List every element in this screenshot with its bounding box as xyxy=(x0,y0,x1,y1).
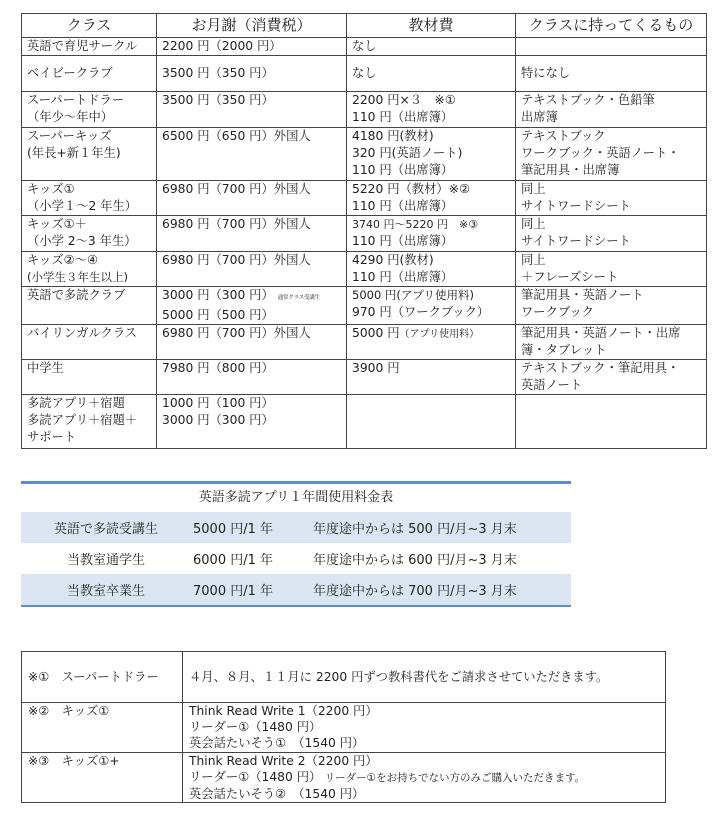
material-cell: なし xyxy=(347,56,516,92)
app-note-cell: 年度途中からは 600 円/月~3 月末 xyxy=(313,553,517,568)
class-cell: 中学生 xyxy=(22,360,157,395)
note-text: ４月、８月、１１月に 2200 円ずつ教科書代をご請求させていただきます。 xyxy=(183,652,666,703)
note-label: ※② キッズ① xyxy=(22,703,183,753)
material-cell xyxy=(347,395,516,449)
material-footnote: （アプリ使用料） xyxy=(399,329,480,340)
table-row xyxy=(22,181,707,216)
fee-cell: 3500 円（350 円） xyxy=(157,92,347,128)
fee-cell: 6980 円（700 円）外国人 xyxy=(157,181,347,216)
material-cell: 2200 円×３ ※① 110 円（出席簿） xyxy=(347,92,516,128)
app-who-cell: 当教室通学生 xyxy=(66,553,145,568)
table-row xyxy=(21,512,571,543)
material-cell: 3740 円～5220 円 ※③ 110 円（出席簿） xyxy=(347,216,516,252)
note-row xyxy=(22,703,666,753)
header-items-to-bring: クラスに持ってくるもの xyxy=(516,14,707,38)
app-who-cell: 当教室卒業生 xyxy=(21,574,191,605)
header-material-fee: 教材費 xyxy=(347,14,516,38)
table-row xyxy=(22,325,707,360)
fee-cell: 3000 円（300 円） 通常クラス受講生 5000 円（500 円） xyxy=(157,287,347,325)
fee-cell: 7980 円（800 円） xyxy=(157,360,347,395)
note-text: Think Read Write 1（2200 円） リーダー①（1480 円） 英会話たいそう① （1540 円） xyxy=(183,703,666,753)
app-price-cell: 6000 円/1 年 xyxy=(193,553,273,568)
table-row xyxy=(21,574,571,605)
note-label: ※① スーパートドラー xyxy=(22,652,183,703)
header-class: クラス xyxy=(22,14,157,38)
class-cell: キッズ①＋ （小学 2～3 年生） xyxy=(22,216,157,252)
note-label: ※③ キッズ①+ xyxy=(22,753,183,803)
class-cell: スーパーキッズ (年長+新１年生) xyxy=(22,128,157,181)
fee-cell: 6980 円（700 円）外国人 xyxy=(157,216,347,252)
table-row xyxy=(22,360,707,395)
fee-table xyxy=(21,13,707,449)
bring-cell: 筆記用具・英語ノート ワークブック xyxy=(516,287,707,325)
table-row xyxy=(22,252,707,287)
material-cell: 5000 円（アプリ使用料） xyxy=(347,325,516,360)
class-cell: キッズ②～④ (小学生３年生以上) xyxy=(22,252,157,287)
app-table-title: 英語多読アプリ１年間使用料金表 xyxy=(198,490,394,505)
table-row xyxy=(22,38,707,56)
class-cell: スーパートドラー （年少～年中） xyxy=(22,92,157,128)
table-row xyxy=(22,216,707,252)
bring-cell: テキストブック ワークブック・英語ノート・ 筆記用具・出席簿 xyxy=(516,128,707,181)
class-cell: キッズ① （小学１～2 年生） xyxy=(22,181,157,216)
table-row xyxy=(22,128,707,181)
app-fee-table xyxy=(21,481,571,607)
material-cell: 4180 円(教材) 320 円(英語ノート) 110 円（出席簿） xyxy=(347,128,516,181)
bring-cell xyxy=(516,395,707,449)
bring-cell: テキストブック・色鉛筆 出席簿 xyxy=(516,92,707,128)
bring-cell: テキストブック・筆記用具・ 英語ノート xyxy=(516,360,707,395)
fee-cell: 1000 円（100 円） 3000 円（300 円） xyxy=(157,395,347,449)
app-table-bottom-rule xyxy=(21,605,571,607)
material-cell: 3900 円 xyxy=(347,360,516,395)
bring-cell: 筆記用具・英語ノート・出席 簿・タブレット xyxy=(516,325,707,360)
class-cell: バイリンガルクラス xyxy=(22,325,157,360)
fee-table-header xyxy=(22,14,707,38)
table-row xyxy=(22,92,707,128)
bring-cell: 同上 サイトワードシート xyxy=(516,181,707,216)
material-cell: 5220 円（教材）※② 110 円（出席簿） xyxy=(347,181,516,216)
app-price-cell: 7000 円/1 年 xyxy=(191,574,313,605)
class-cell: 英語で多読クラブ xyxy=(22,287,157,325)
fee-cell: 6500 円（650 円）外国人 xyxy=(157,128,347,181)
app-note-cell: 年度途中からは 500 円/月~3 月末 xyxy=(313,512,571,543)
material-cell: 5000 円(アプリ使用料) 970 円（ワークブック） xyxy=(347,287,516,325)
class-cell: 多読アプリ＋宿題 多読アプリ＋宿題＋ サポート xyxy=(22,395,157,449)
fee-cell: 3500 円（350 円） xyxy=(157,56,347,92)
table-row xyxy=(22,287,707,325)
bring-cell: 同上 ＋フレーズシート xyxy=(516,252,707,287)
material-cell: 4290 円(教材) 110 円（出席簿） xyxy=(347,252,516,287)
header-monthly-fee: お月謝（消費税） xyxy=(157,14,347,38)
table-row xyxy=(22,395,707,449)
material-cell: なし xyxy=(347,38,516,56)
note-text: Think Read Write 2（2200 円） リーダー①（1480 円） リーダー①をお持ちでない方のみご購入いただきます。 英会話たいそう② （1540 円） xyxy=(183,753,666,803)
table-row xyxy=(22,56,707,92)
fee-cell: 2200 円（2000 円） xyxy=(157,38,347,56)
table-row xyxy=(21,543,571,574)
bring-cell: 特になし xyxy=(516,56,707,92)
fee-footnote: 通常クラス受講生 xyxy=(277,295,320,301)
app-price-cell: 5000 円/1 年 xyxy=(191,512,313,543)
app-who-cell: 英語で多読受講生 xyxy=(21,512,191,543)
fee-cell: 6980 円（700 円）外国人 xyxy=(157,325,347,360)
class-cell: ベイビークラブ xyxy=(22,56,157,92)
bring-cell: 同上 サイトワードシート xyxy=(516,216,707,252)
app-note-cell: 年度途中からは 700 円/月~3 月末 xyxy=(313,574,571,605)
note-row xyxy=(22,753,666,803)
notes-table xyxy=(21,651,666,803)
note-row xyxy=(22,652,666,703)
bring-cell xyxy=(516,38,707,56)
class-cell: 英語で育児サークル xyxy=(22,38,157,56)
fee-cell: 6980 円（700 円）外国人 xyxy=(157,252,347,287)
